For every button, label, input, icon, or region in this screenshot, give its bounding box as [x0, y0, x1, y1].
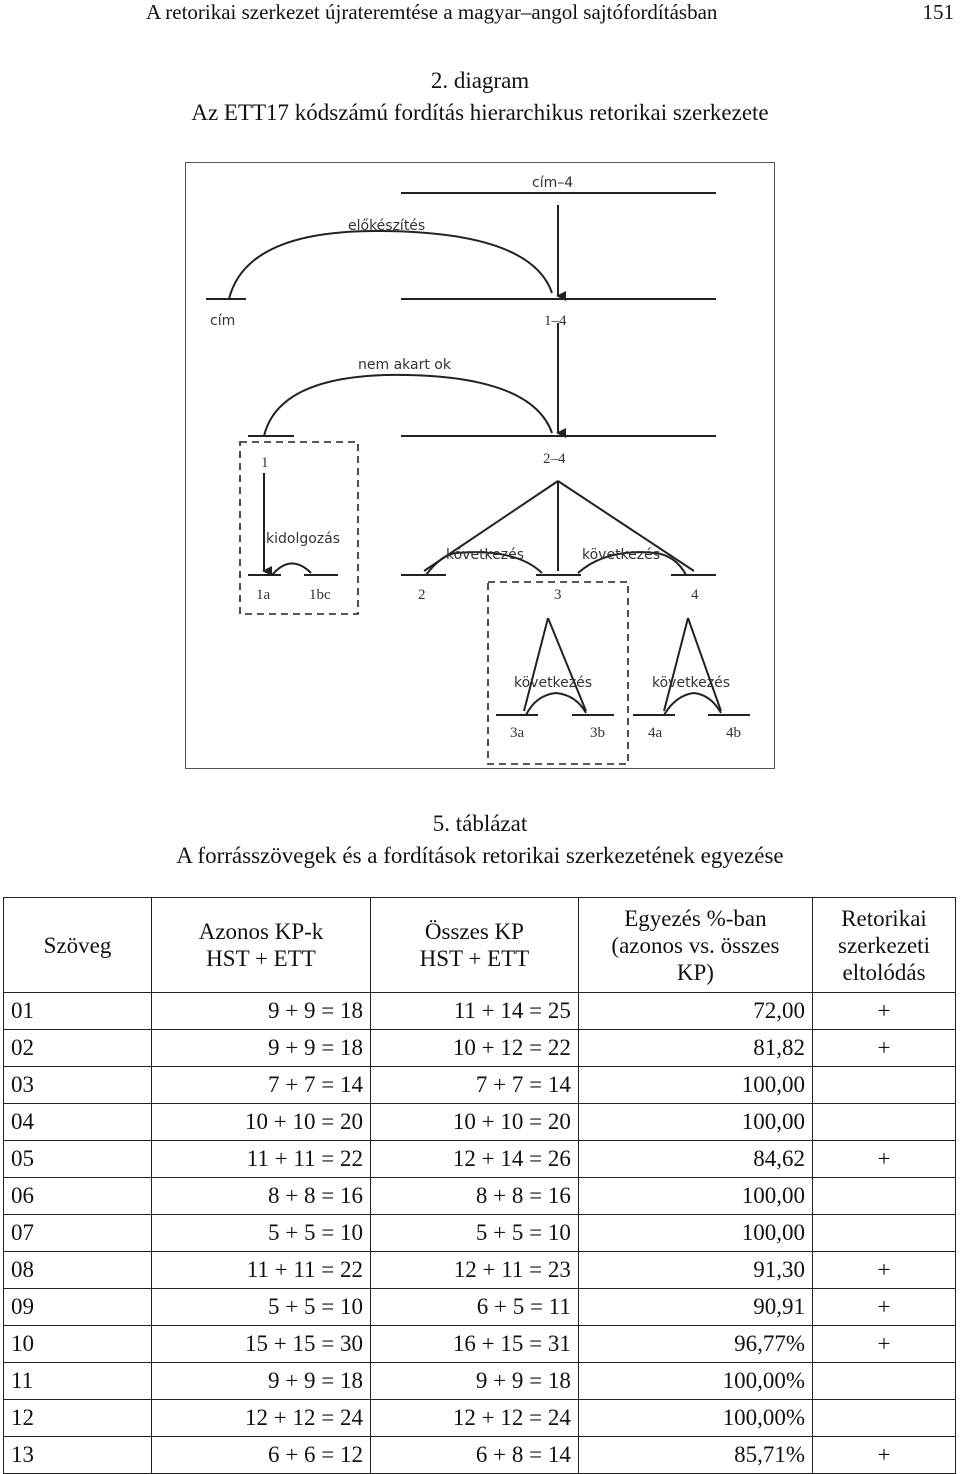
- cell-azonos: 9 + 9 = 18: [152, 993, 371, 1030]
- table-row: [4, 1289, 956, 1326]
- table-row: [4, 1326, 956, 1363]
- header-retorikai-line2: szerkezeti: [838, 932, 930, 958]
- cell-shift: [813, 1400, 956, 1437]
- header-retorikai-line1: Retorikai: [841, 905, 927, 931]
- cell-osszes: 6 + 8 = 14: [371, 1437, 579, 1474]
- cell-azonos: 12 + 12 = 24: [152, 1400, 371, 1437]
- arc-elokeszites: [229, 231, 552, 299]
- label-kovetkezes-4: következés: [652, 675, 731, 691]
- label-2-4: 2–4: [543, 451, 566, 467]
- cell-osszes: 12 + 14 = 26: [371, 1141, 579, 1178]
- cell-text: 13: [4, 1437, 152, 1474]
- label-1: 1: [261, 455, 269, 471]
- header-egyezes-line2: (azonos vs. összes: [611, 932, 780, 958]
- label-3: 3: [554, 587, 562, 603]
- cell-azonos: 9 + 9 = 18: [152, 1363, 371, 1400]
- cell-shift: [813, 1215, 956, 1252]
- table-row: [4, 1363, 956, 1400]
- cell-text: 09: [4, 1289, 152, 1326]
- cell-azonos: 10 + 10 = 20: [152, 1104, 371, 1141]
- cell-shift: +: [813, 1289, 956, 1326]
- cell-shift: +: [813, 1141, 956, 1178]
- label-4: 4: [691, 587, 699, 603]
- header-azonos: [152, 898, 371, 993]
- diagram-title: Az ETT17 kódszámú fordítás hierarchikus retorikai szerkezete: [191, 100, 769, 125]
- arc-kovetkezes-4: [664, 693, 721, 715]
- label-kovetkezes-3: következés: [514, 675, 593, 691]
- table-row: [4, 1030, 956, 1067]
- label-elokeszites: előkészítés: [348, 218, 426, 234]
- cell-egyezes: 85,71%: [578, 1437, 812, 1474]
- cell-egyezes: 100,00%: [578, 1363, 812, 1400]
- cell-osszes: 9 + 9 = 18: [371, 1363, 579, 1400]
- cell-egyezes: 100,00: [578, 1215, 812, 1252]
- cell-egyezes: 100,00: [578, 1067, 812, 1104]
- label-cim4: cím–4: [532, 175, 574, 191]
- cell-text: 03: [4, 1067, 152, 1104]
- label-kovetkezes-left: következés: [446, 547, 525, 563]
- table-row: [4, 993, 956, 1030]
- cell-shift: +: [813, 1326, 956, 1363]
- cell-azonos: 9 + 9 = 18: [152, 1030, 371, 1067]
- arc-nem-akart-ok: [264, 375, 552, 436]
- header-szoveg: [4, 898, 152, 993]
- cell-egyezes: 72,00: [578, 993, 812, 1030]
- header-retorikai: [813, 898, 956, 993]
- page-number: 151: [922, 0, 954, 24]
- cell-egyezes: 96,77%: [578, 1326, 812, 1363]
- cell-text: 05: [4, 1141, 152, 1178]
- table-row: [4, 1067, 956, 1104]
- cell-azonos: 5 + 5 = 10: [152, 1289, 371, 1326]
- arc-kovetkezes-3: [526, 693, 586, 715]
- header-retorikai-line3: eltolódás: [842, 959, 926, 985]
- diagram-number: 2. diagram: [430, 68, 530, 93]
- diagram-caption: [0, 65, 960, 129]
- cell-egyezes: 100,00%: [578, 1400, 812, 1437]
- table-header-row: [4, 898, 956, 993]
- table-number: 5. táblázat: [432, 811, 528, 836]
- cell-text: 10: [4, 1326, 152, 1363]
- cell-egyezes: 90,91: [578, 1289, 812, 1326]
- cell-egyezes: 100,00: [578, 1104, 812, 1141]
- cell-egyezes: 84,62: [578, 1141, 812, 1178]
- cell-egyezes: 100,00: [578, 1178, 812, 1215]
- table-row: [4, 1437, 956, 1474]
- diagram-canvas: [186, 163, 776, 770]
- cell-osszes: 8 + 8 = 16: [371, 1178, 579, 1215]
- cell-text: 01: [4, 993, 152, 1030]
- label-4b: 4b: [726, 725, 741, 741]
- header-egyezes-line3: KP): [676, 959, 714, 985]
- edge-4-to-4a: [664, 618, 688, 711]
- table-caption: [0, 808, 960, 872]
- cell-egyezes: 91,30: [578, 1252, 812, 1289]
- label-kidolgozas: kidolgozás: [266, 531, 341, 547]
- cell-text: 08: [4, 1252, 152, 1289]
- header-azonos-line2: HST + ETT: [206, 946, 316, 971]
- header-egyezes: [578, 898, 812, 993]
- cell-text: 11: [4, 1363, 152, 1400]
- cell-shift: [813, 1363, 956, 1400]
- label-nem-akart-ok: nem akart ok: [358, 357, 451, 373]
- label-1bc: 1bc: [309, 587, 331, 603]
- cell-osszes: 11 + 14 = 25: [371, 993, 579, 1030]
- cell-azonos: 6 + 6 = 12: [152, 1437, 371, 1474]
- cell-shift: [813, 1067, 956, 1104]
- cell-osszes: 12 + 11 = 23: [371, 1252, 579, 1289]
- arc-kidolgozas: [272, 563, 311, 575]
- table-title: A forrásszövegek és a fordítások retorikai szerkezetének egyezése: [176, 843, 784, 868]
- cell-osszes: 10 + 12 = 22: [371, 1030, 579, 1067]
- header-azonos-line1: Azonos KP-k: [198, 919, 324, 944]
- table-row: [4, 1178, 956, 1215]
- cell-osszes: 12 + 12 = 24: [371, 1400, 579, 1437]
- cell-osszes: 10 + 10 = 20: [371, 1104, 579, 1141]
- edge-3-to-3b: [548, 618, 586, 711]
- cell-azonos: 8 + 8 = 16: [152, 1178, 371, 1215]
- table-row: [4, 1141, 956, 1178]
- rhetorical-structure-diagram: [185, 162, 775, 769]
- label-2: 2: [418, 587, 426, 603]
- cell-osszes: 7 + 7 = 14: [371, 1067, 579, 1104]
- cell-azonos: 15 + 15 = 30: [152, 1326, 371, 1363]
- table-row: [4, 1215, 956, 1252]
- running-head: [0, 0, 960, 28]
- table-row: [4, 1104, 956, 1141]
- agreement-table: [3, 897, 956, 1474]
- header-osszes-line2: HST + ETT: [419, 946, 530, 971]
- cell-shift: [813, 1178, 956, 1215]
- dashed-box-subtree-3: [488, 582, 628, 764]
- cell-osszes: 5 + 5 = 10: [371, 1215, 579, 1252]
- cell-osszes: 16 + 15 = 31: [371, 1326, 579, 1363]
- cell-azonos: 11 + 11 = 22: [152, 1141, 371, 1178]
- label-4a: 4a: [648, 725, 663, 741]
- cell-shift: +: [813, 1030, 956, 1067]
- label-cim: cím: [210, 313, 236, 329]
- label-1a: 1a: [256, 587, 271, 603]
- table-row: [4, 1400, 956, 1437]
- cell-shift: +: [813, 993, 956, 1030]
- cell-shift: +: [813, 1437, 956, 1474]
- header-szoveg-text: Szöveg: [43, 932, 112, 958]
- label-kovetkezes-right: következés: [582, 547, 661, 563]
- cell-egyezes: 81,82: [578, 1030, 812, 1067]
- cell-shift: [813, 1104, 956, 1141]
- label-3b: 3b: [590, 725, 605, 741]
- cell-osszes: 6 + 5 = 11: [371, 1289, 579, 1326]
- cell-text: 04: [4, 1104, 152, 1141]
- cell-text: 12: [4, 1400, 152, 1437]
- header-osszes: [371, 898, 579, 993]
- table-row: [4, 1252, 956, 1289]
- cell-azonos: 7 + 7 = 14: [152, 1067, 371, 1104]
- header-osszes-line1: Összes KP: [424, 919, 524, 944]
- header-egyezes-line1: Egyezés %-ban: [624, 905, 767, 931]
- label-3a: 3a: [510, 725, 525, 741]
- cell-text: 07: [4, 1215, 152, 1252]
- running-title: A retorikai szerkezet újrateremtése a magyar–angol sajtófordításban: [146, 0, 718, 24]
- cell-shift: +: [813, 1252, 956, 1289]
- cell-azonos: 5 + 5 = 10: [152, 1215, 371, 1252]
- cell-azonos: 11 + 11 = 22: [152, 1252, 371, 1289]
- cell-text: 02: [4, 1030, 152, 1067]
- label-1-4: 1–4: [544, 313, 567, 329]
- cell-text: 06: [4, 1178, 152, 1215]
